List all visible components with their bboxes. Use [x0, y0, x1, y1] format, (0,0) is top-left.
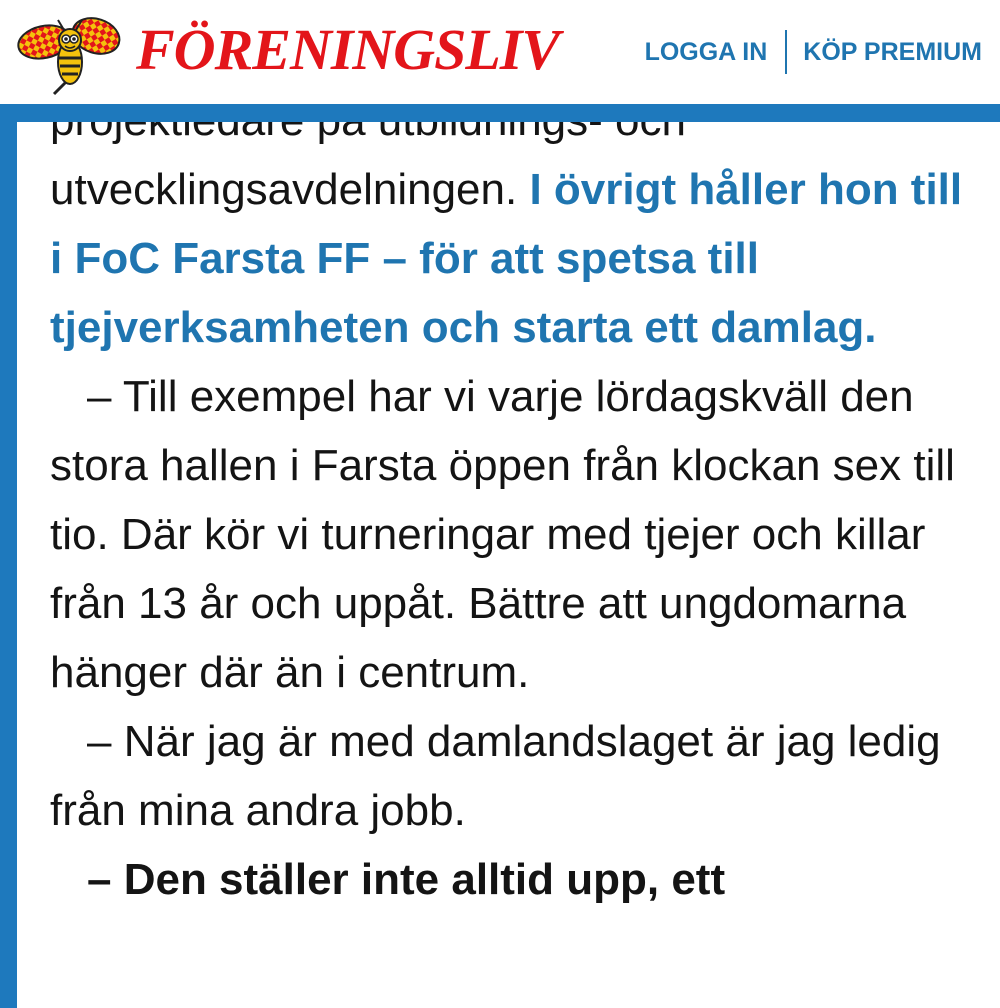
- site-logo-text[interactable]: FÖRENINGSLIV: [136, 17, 560, 82]
- quote-paragraph: – Den ställer inte alltid upp, ett: [87, 855, 726, 904]
- paragraph-text: utvecklingsavdelningen.: [50, 165, 518, 214]
- nav-divider: [785, 30, 787, 74]
- header-divider-bar: [0, 104, 1000, 122]
- highlighted-text: I övrigt håller hon till i FoC Farsta FF – för att spetsa till tjejverksamheten och starta ett damlag.: [50, 165, 963, 352]
- quote-paragraph: – Till exempel har vi varje lördagskväll den stora hallen i Farsta öppen från klockan sex till tio. Där kör vi turneringar med tjejer och killar från 13 år och uppåt. Bättre att ungdomarna hänger där än i centrum.: [50, 372, 955, 697]
- site-header: [0, 0, 1000, 104]
- article-body: [50, 86, 970, 914]
- header-nav: [645, 30, 982, 74]
- buy-premium-link[interactable]: KÖP PREMIUM: [803, 37, 982, 66]
- login-link[interactable]: LOGGA IN: [644, 37, 768, 66]
- article-paragraph: [50, 86, 970, 362]
- quote-paragraph: – När jag är med damlandslaget är jag ledig från mina andra jobb.: [50, 717, 941, 835]
- article-frame-border: [0, 104, 17, 1008]
- bee-mascot-icon[interactable]: [14, 6, 124, 96]
